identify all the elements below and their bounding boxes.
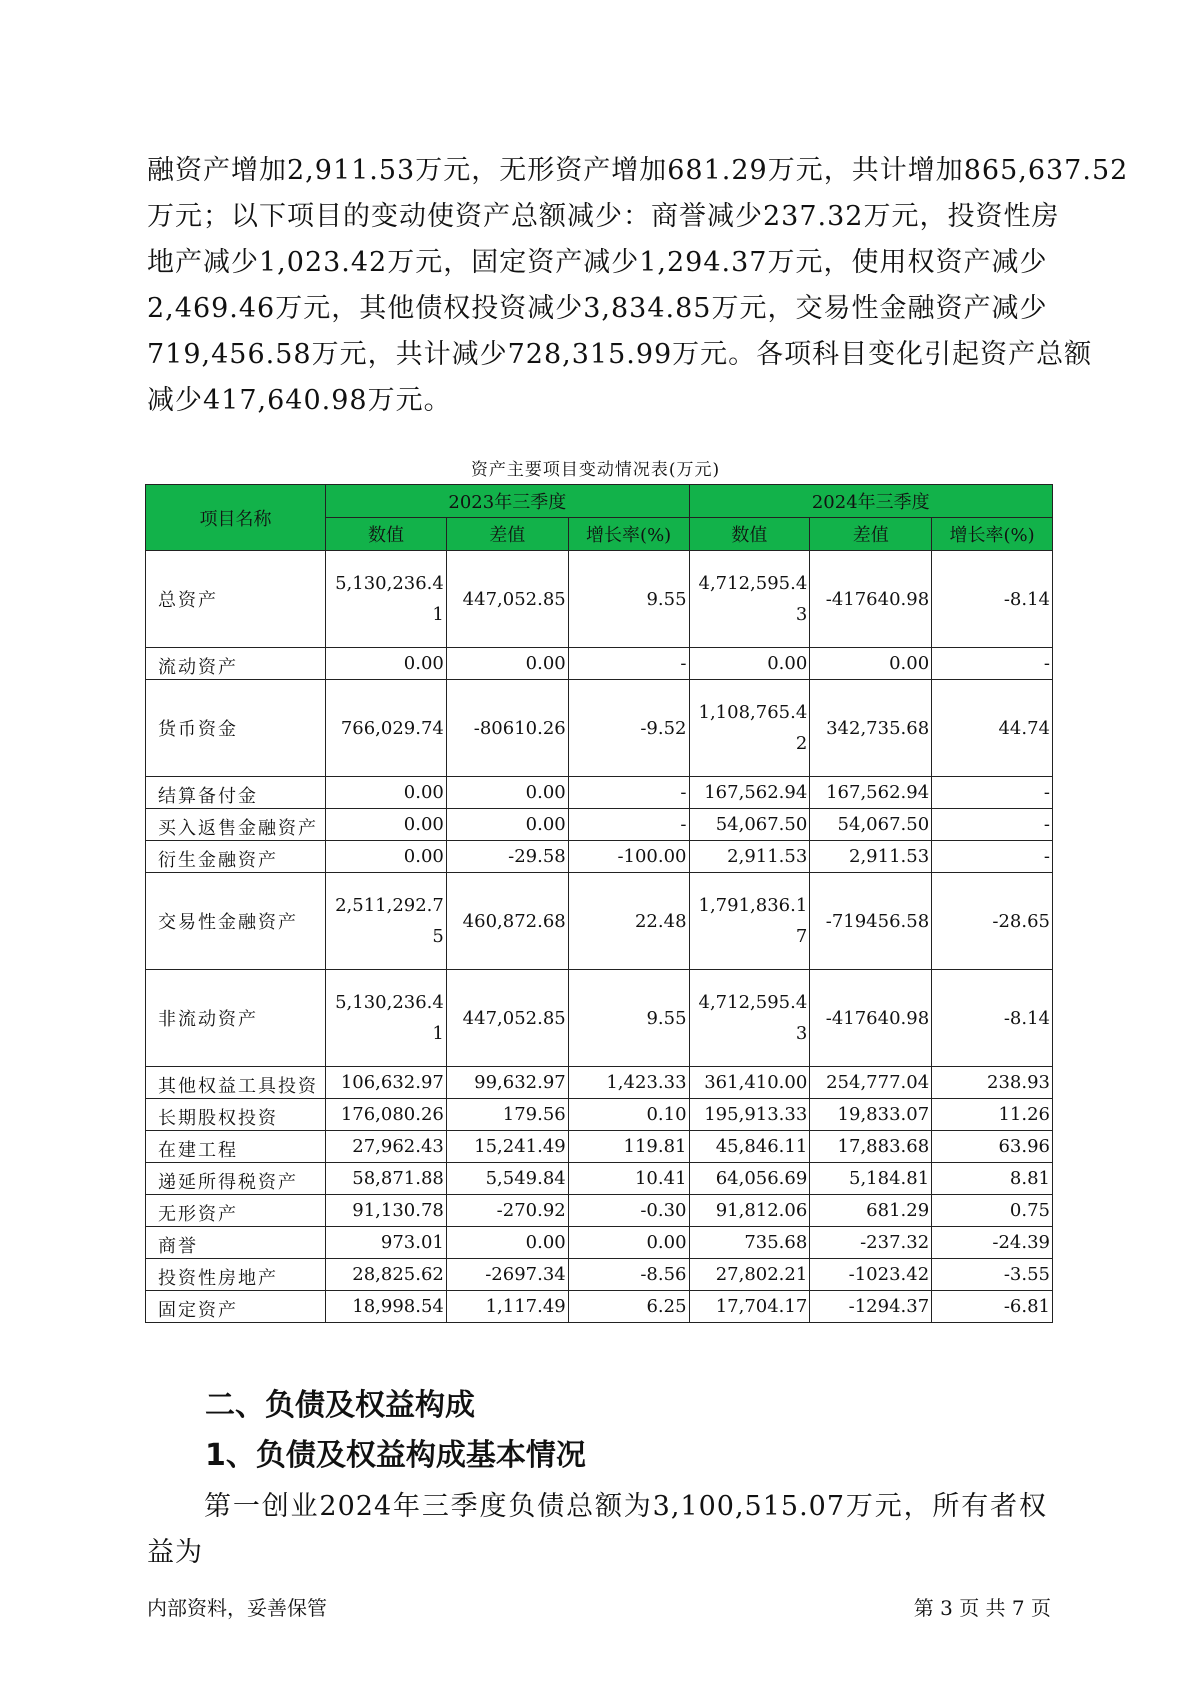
cell-growth-2023: -: [568, 809, 689, 841]
footer-confidential-note: 内部资料，妥善保管: [147, 1596, 327, 1620]
cell-growth-2024: -8.14: [932, 970, 1053, 1067]
paragraph-line: 减少417,640.98万元。: [147, 385, 452, 416]
table-row: [146, 1131, 1053, 1163]
cell-diff-2024: -1023.42: [810, 1259, 932, 1291]
cell-growth-2024: -: [932, 841, 1053, 873]
header-diff: 差值: [810, 518, 932, 551]
row-item-name: 其他权益工具投资: [146, 1067, 326, 1099]
table-caption: 资产主要项目变动情况表(万元): [470, 460, 721, 480]
cell-value-2024: 1,791,836.17: [689, 873, 810, 970]
header-item-name: 项目名称: [146, 485, 326, 551]
table-body: [146, 551, 1053, 1323]
cell-diff-2023: 179.56: [446, 1099, 568, 1131]
cell-growth-2024: -: [932, 777, 1053, 809]
cell-growth-2023: -8.56: [568, 1259, 689, 1291]
cell-diff-2023: 447,052.85: [446, 551, 568, 648]
cell-growth-2023: -0.30: [568, 1195, 689, 1227]
cell-diff-2024: 254,777.04: [810, 1067, 932, 1099]
cell-value-2024: 45,846.11: [689, 1131, 810, 1163]
row-item-name: 长期股权投资: [146, 1099, 326, 1131]
cell-diff-2023: 0.00: [446, 777, 568, 809]
cell-value-2024: 195,913.33: [689, 1099, 810, 1131]
cell-value-2024: 27,802.21: [689, 1259, 810, 1291]
cell-growth-2024: -3.55: [932, 1259, 1053, 1291]
table-row: [146, 1163, 1053, 1195]
row-item-name: 投资性房地产: [146, 1259, 326, 1291]
cell-diff-2023: -80610.26: [446, 680, 568, 777]
table-row: [146, 873, 1053, 970]
row-item-name: 非流动资产: [146, 970, 326, 1067]
cell-growth-2024: -: [932, 809, 1053, 841]
row-item-name: 交易性金融资产: [146, 873, 326, 970]
cell-value-2023: 91,130.78: [326, 1195, 447, 1227]
cell-value-2023: 106,632.97: [326, 1067, 447, 1099]
cell-value-2024: 91,812.06: [689, 1195, 810, 1227]
cell-value-2023: 5,130,236.41: [326, 551, 447, 648]
cell-value-2024: 4,712,595.43: [689, 970, 810, 1067]
cell-diff-2024: 17,883.68: [810, 1131, 932, 1163]
table-row: [146, 841, 1053, 873]
paragraph-line: 万元；以下项目的变动使资产总额减少：商誉减少237.32万元，投资性房: [147, 201, 1060, 232]
cell-diff-2024: -1294.37: [810, 1291, 932, 1323]
header-diff: 差值: [446, 518, 568, 551]
paragraph-line: 融资产增加2,911.53万元，无形资产增加681.29万元，共计增加865,637.52: [147, 155, 1129, 186]
cell-diff-2023: 0.00: [446, 1227, 568, 1259]
cell-growth-2023: 1,423.33: [568, 1067, 689, 1099]
cell-diff-2024: 54,067.50: [810, 809, 932, 841]
cell-growth-2024: -24.39: [932, 1227, 1053, 1259]
table-row: [146, 1227, 1053, 1259]
cell-value-2024: 2,911.53: [689, 841, 810, 873]
cell-growth-2024: -8.14: [932, 551, 1053, 648]
cell-diff-2023: 447,052.85: [446, 970, 568, 1067]
cell-value-2024: 17,704.17: [689, 1291, 810, 1323]
cell-value-2023: 766,029.74: [326, 680, 447, 777]
row-item-name: 买入返售金融资产: [146, 809, 326, 841]
cell-growth-2023: 119.81: [568, 1131, 689, 1163]
cell-diff-2024: 342,735.68: [810, 680, 932, 777]
cell-value-2023: 176,080.26: [326, 1099, 447, 1131]
cell-diff-2024: -719456.58: [810, 873, 932, 970]
cell-diff-2023: 0.00: [446, 648, 568, 680]
cell-growth-2024: 0.75: [932, 1195, 1053, 1227]
cell-value-2023: 973.01: [326, 1227, 447, 1259]
cell-diff-2023: -29.58: [446, 841, 568, 873]
table-row: [146, 777, 1053, 809]
body-paragraph-2: 第一创业2024年三季度负债总额为3,100,515.07万元，所有者权益为: [147, 1491, 1047, 1568]
cell-diff-2023: 5,549.84: [446, 1163, 568, 1195]
cell-value-2023: 5,130,236.41: [326, 970, 447, 1067]
table-row: [146, 1291, 1053, 1323]
row-item-name: 固定资产: [146, 1291, 326, 1323]
cell-growth-2024: -6.81: [932, 1291, 1053, 1323]
cell-growth-2023: -: [568, 648, 689, 680]
row-item-name: 无形资产: [146, 1195, 326, 1227]
section-heading: 二、负债及权益构成: [205, 1388, 475, 1423]
cell-diff-2024: -417640.98: [810, 551, 932, 648]
cell-value-2024: 0.00: [689, 648, 810, 680]
row-item-name: 流动资产: [146, 648, 326, 680]
cell-value-2023: 0.00: [326, 809, 447, 841]
table-row: [146, 970, 1053, 1067]
cell-value-2023: 0.00: [326, 648, 447, 680]
cell-value-2023: 0.00: [326, 777, 447, 809]
cell-diff-2024: 5,184.81: [810, 1163, 932, 1195]
cell-diff-2024: -417640.98: [810, 970, 932, 1067]
cell-diff-2023: 1,117.49: [446, 1291, 568, 1323]
cell-growth-2023: 6.25: [568, 1291, 689, 1323]
cell-value-2023: 18,998.54: [326, 1291, 447, 1323]
cell-growth-2024: 8.81: [932, 1163, 1053, 1195]
row-item-name: 衍生金融资产: [146, 841, 326, 873]
row-item-name: 总资产: [146, 551, 326, 648]
cell-diff-2023: 15,241.49: [446, 1131, 568, 1163]
cell-diff-2024: -237.32: [810, 1227, 932, 1259]
table-row: [146, 648, 1053, 680]
cell-diff-2024: 2,911.53: [810, 841, 932, 873]
cell-growth-2023: 9.55: [568, 551, 689, 648]
paragraph-line: 2,469.46万元，其他债权投资减少3,834.85万元，交易性金融资产减少: [147, 293, 1048, 324]
cell-value-2023: 58,871.88: [326, 1163, 447, 1195]
row-item-name: 商誉: [146, 1227, 326, 1259]
asset-change-table: [145, 484, 1053, 1323]
cell-growth-2024: 238.93: [932, 1067, 1053, 1099]
row-item-name: 结算备付金: [146, 777, 326, 809]
cell-growth-2023: -9.52: [568, 680, 689, 777]
cell-growth-2023: -100.00: [568, 841, 689, 873]
cell-diff-2023: 0.00: [446, 809, 568, 841]
header-period-2023: 2023年三季度: [326, 485, 689, 518]
footer-page-number: 第 3 页 共 7 页: [913, 1596, 1051, 1620]
cell-diff-2024: 681.29: [810, 1195, 932, 1227]
row-item-name: 货币资金: [146, 680, 326, 777]
cell-growth-2024: -: [932, 648, 1053, 680]
cell-growth-2024: 63.96: [932, 1131, 1053, 1163]
cell-diff-2023: 460,872.68: [446, 873, 568, 970]
cell-diff-2023: -2697.34: [446, 1259, 568, 1291]
body-paragraph: [147, 148, 1129, 424]
table-row: [146, 1195, 1053, 1227]
cell-value-2024: 54,067.50: [689, 809, 810, 841]
cell-value-2024: 64,056.69: [689, 1163, 810, 1195]
table-row: [146, 680, 1053, 777]
cell-growth-2024: -28.65: [932, 873, 1053, 970]
cell-growth-2023: -: [568, 777, 689, 809]
cell-diff-2024: 19,833.07: [810, 1099, 932, 1131]
table-row: [146, 809, 1053, 841]
cell-growth-2023: 0.10: [568, 1099, 689, 1131]
cell-value-2024: 1,108,765.42: [689, 680, 810, 777]
header-value: 数值: [689, 518, 810, 551]
header-value: 数值: [326, 518, 447, 551]
cell-diff-2023: 99,632.97: [446, 1067, 568, 1099]
cell-value-2024: 167,562.94: [689, 777, 810, 809]
paragraph-line: 地产减少1,023.42万元，固定资产减少1,294.37万元，使用权资产减少: [147, 247, 1048, 278]
table-row: [146, 551, 1053, 648]
cell-value-2023: 28,825.62: [326, 1259, 447, 1291]
cell-value-2024: 735.68: [689, 1227, 810, 1259]
cell-diff-2024: 167,562.94: [810, 777, 932, 809]
header-period-2024: 2024年三季度: [689, 485, 1052, 518]
cell-diff-2024: 0.00: [810, 648, 932, 680]
cell-value-2023: 2,511,292.75: [326, 873, 447, 970]
cell-growth-2023: 10.41: [568, 1163, 689, 1195]
row-item-name: 在建工程: [146, 1131, 326, 1163]
subsection-heading: 1、负债及权益构成基本情况: [205, 1438, 586, 1473]
row-item-name: 递延所得税资产: [146, 1163, 326, 1195]
cell-value-2024: 4,712,595.43: [689, 551, 810, 648]
cell-value-2023: 0.00: [326, 841, 447, 873]
cell-growth-2023: 0.00: [568, 1227, 689, 1259]
table-row: [146, 1067, 1053, 1099]
paragraph-line: 719,456.58万元，共计减少728,315.99万元。各项科目变化引起资产总额: [147, 339, 1093, 370]
header-growth: 增长率(%): [932, 518, 1053, 551]
cell-growth-2023: 22.48: [568, 873, 689, 970]
header-growth: 增长率(%): [568, 518, 689, 551]
cell-diff-2023: -270.92: [446, 1195, 568, 1227]
cell-value-2024: 361,410.00: [689, 1067, 810, 1099]
table-row: [146, 1259, 1053, 1291]
cell-growth-2023: 9.55: [568, 970, 689, 1067]
table-row: [146, 1099, 1053, 1131]
cell-growth-2024: 44.74: [932, 680, 1053, 777]
cell-value-2023: 27,962.43: [326, 1131, 447, 1163]
cell-growth-2024: 11.26: [932, 1099, 1053, 1131]
